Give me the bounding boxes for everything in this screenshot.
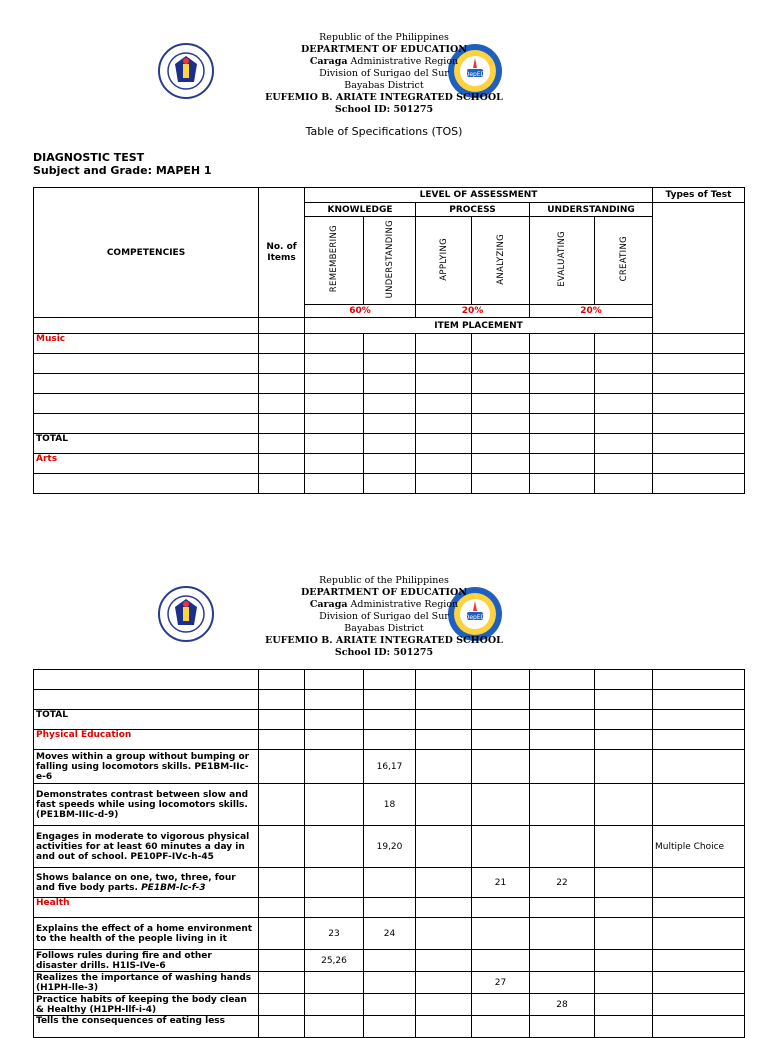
page-title: Table of Specifications (TOS) [305, 125, 463, 138]
table-row: Moves within a group without bumping or falling using locomotors skills. PE1BM-IIc-e-6 [34, 750, 259, 784]
header-department: DEPARTMENT OF EDUCATION [301, 44, 467, 55]
remembering-item: 25,26 [305, 950, 364, 972]
table-row: Follows rules during fire and other disaster drills. H1IS-IVe-6 [34, 950, 259, 972]
test-type: DIAGNOSTIC TEST [33, 151, 145, 164]
knowledge-header: KNOWLEDGE [305, 203, 416, 217]
header-region-2: Caraga Administrative Region [309, 599, 459, 610]
deped-logo-text: DepED [464, 71, 486, 78]
header-department-2: DEPARTMENT OF EDUCATION [301, 587, 467, 598]
music-section: Music [34, 334, 259, 354]
analyzing-item: 21 [472, 868, 530, 898]
header-region: Caraga Administrative Region [309, 56, 459, 67]
evaluating-item: 28 [530, 994, 595, 1016]
understanding-item: 19,20 [364, 826, 416, 868]
understanding-header: UNDERSTANDING [530, 203, 653, 217]
evaluating-header: EVALUATING [557, 231, 567, 287]
applying-header: APPLYING [438, 237, 449, 281]
creating-header: CREATING [618, 236, 629, 282]
health-section: Health [34, 898, 259, 918]
analyzing-item: 27 [472, 972, 530, 994]
header-district-2: Bayabas District [344, 623, 424, 634]
types-of-test-cell [653, 203, 745, 334]
understanding-percent: 20% [530, 305, 653, 318]
process-percent: 20% [416, 305, 530, 318]
header-school-id-2: School ID: 501275 [334, 647, 434, 658]
school-header-2 [0, 575, 768, 659]
remembering-item: 23 [305, 918, 364, 950]
evaluating-item: 22 [530, 868, 595, 898]
header-republic-2: Republic of the Philippines [319, 575, 449, 586]
header-school-name: EUFEMIO B. ARIATE INTEGRATED SCHOOL [265, 92, 503, 103]
tos-table-page1 [33, 187, 745, 494]
item-placement-header: ITEM PLACEMENT [305, 318, 653, 334]
header-district: Bayabas District [344, 80, 424, 91]
arts-section: Arts [34, 454, 259, 474]
no-of-items-header: No. of Items [259, 188, 305, 318]
school-header [0, 32, 768, 116]
types-of-test-value: Multiple Choice [653, 826, 745, 868]
understanding-item: 24 [364, 918, 416, 950]
header-division-2: Division of Surigao del Sur [319, 611, 449, 622]
level-of-assessment-header: LEVEL OF ASSESSMENT [305, 188, 653, 203]
table-row: Engages in moderate to vigorous physical activities for at least 60 minutes a day in and out of school. PE10PF-IVc-h-45 [34, 826, 259, 868]
types-of-test-header: Types of Test [653, 188, 745, 203]
header-division: Division of Surigao del Sur [319, 68, 449, 79]
table-row: Demonstrates contrast between slow and fast speeds while using locomotors skills. (PE1BM-IIIc-d-9) [34, 784, 259, 826]
subject-grade: Subject and Grade: MAPEH 1 [33, 164, 212, 177]
table-row: Shows balance on one, two, three, four and five body parts. PE1BM-lc-f-3 [34, 868, 259, 898]
process-header: PROCESS [416, 203, 530, 217]
pe-section: Physical Education [34, 730, 259, 750]
total-row-music: TOTAL [34, 434, 259, 454]
analyzing-header: ANALYZING [495, 233, 506, 285]
table-row: Practice habits of keeping the body clean & Healthy (H1PH-llf-i-4) [34, 994, 259, 1016]
knowledge-percent: 60% [305, 305, 416, 318]
tos-table-page2 [33, 669, 745, 1038]
table-row: Realizes the importance of washing hands (H1PH-lle-3) [34, 972, 259, 994]
table-row: Tells the consequences of eating less [34, 1016, 259, 1038]
remembering-header: REMEMBERING [329, 225, 339, 293]
header-school-name-2: EUFEMIO B. ARIATE INTEGRATED SCHOOL [265, 635, 503, 646]
understanding-item: 18 [364, 784, 416, 826]
deped-logo-text-2: DepED [464, 614, 486, 621]
total-row-arts: TOTAL [34, 710, 259, 730]
header-republic: Republic of the Philippines [319, 32, 449, 43]
understanding-col-header: UNDERSTANDING [384, 219, 395, 299]
competencies-header: COMPETENCIES [34, 188, 259, 318]
understanding-item: 16,17 [364, 750, 416, 784]
table-row: Explains the effect of a home environment to the health of the people living in it [34, 918, 259, 950]
header-school-id: School ID: 501275 [334, 104, 434, 115]
